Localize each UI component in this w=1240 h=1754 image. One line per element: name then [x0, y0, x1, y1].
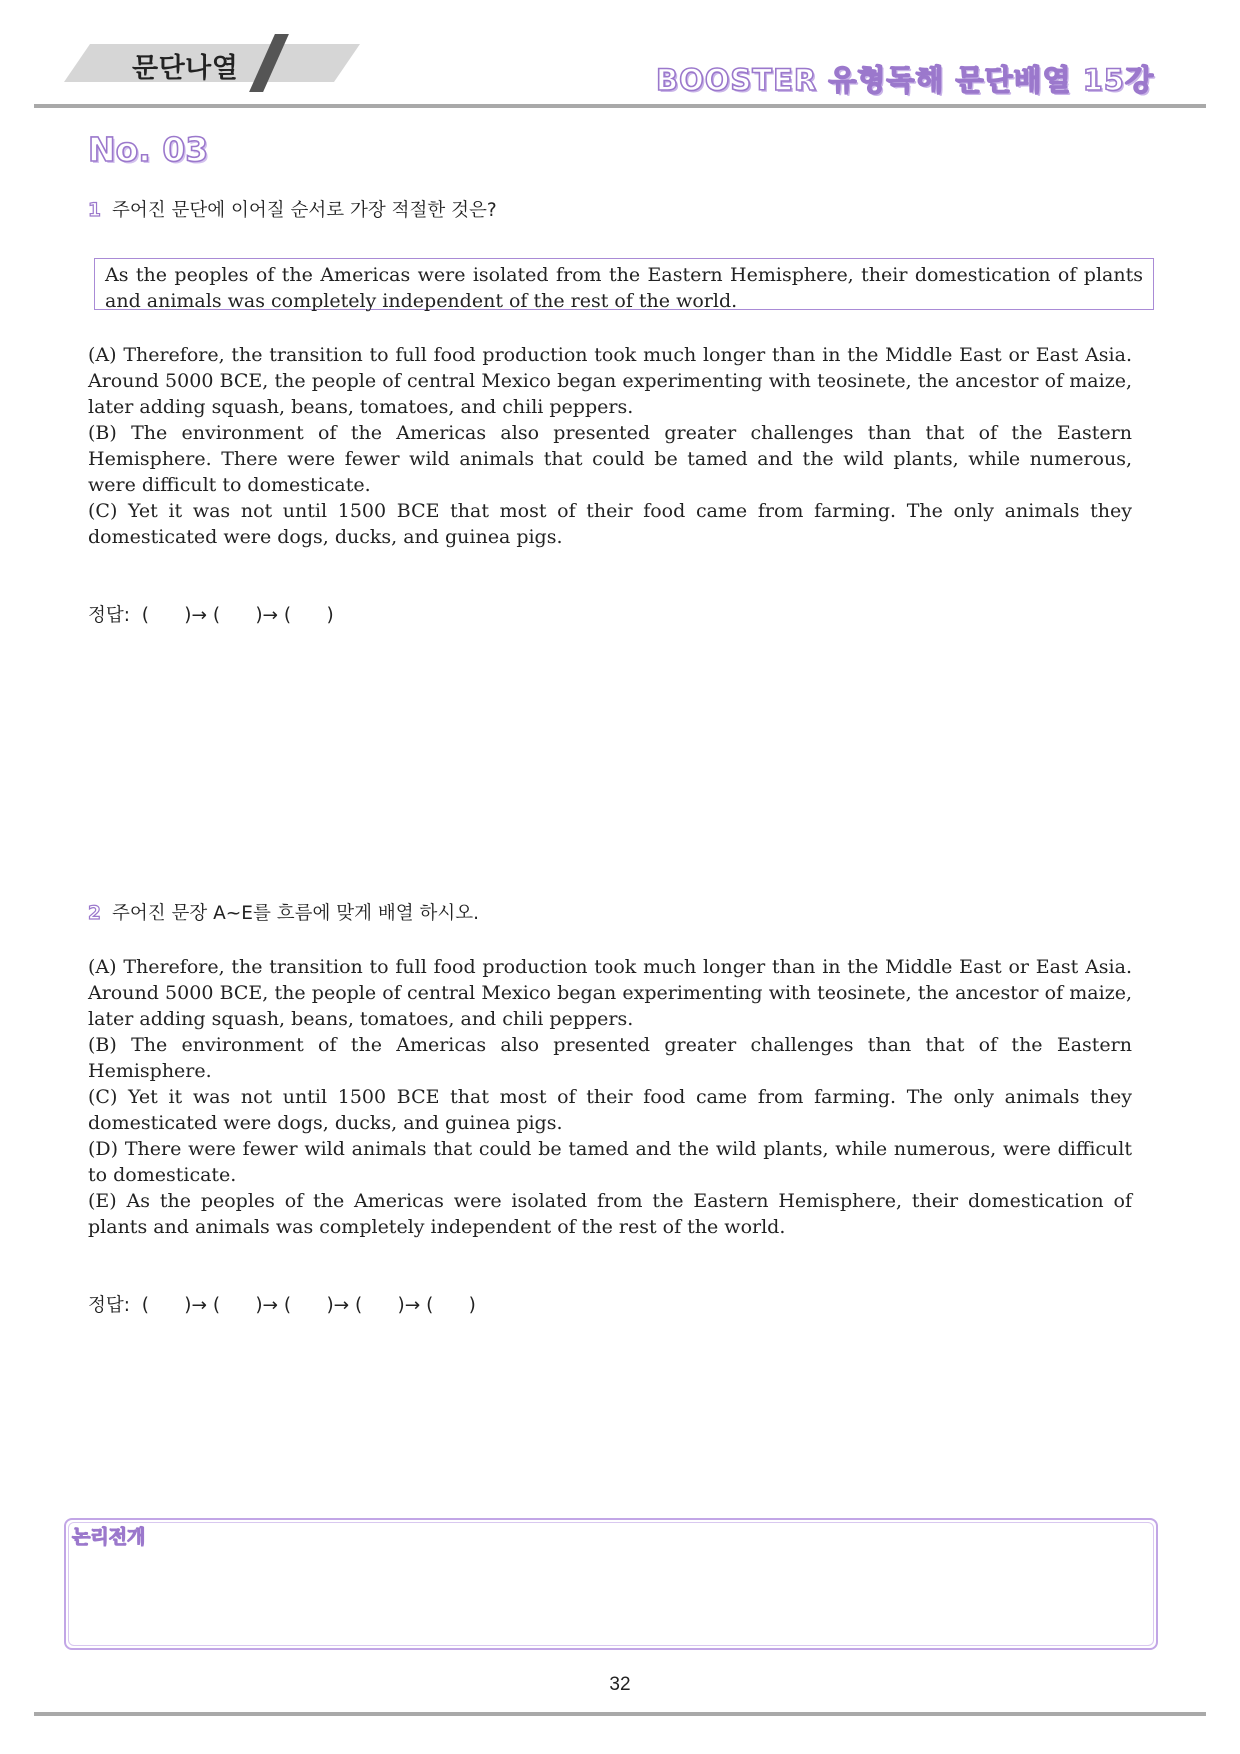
section-tab-label: 문단나열	[132, 53, 239, 84]
page-number: 32	[609, 1674, 631, 1695]
question-1-prompt: 주어진 문단에 이어질 순서로 가장 적절한 것은?	[112, 200, 497, 221]
question-1-answer-blanks[interactable]: 정답: ( )→ ( )→ ( )	[88, 605, 334, 626]
question-2-number: 2	[88, 903, 101, 924]
question-2-prompt-line	[88, 899, 479, 925]
question-2-paragraph-b: (B) The environment of the Americas also presented greater challenges than that of the Eastern Hemisphere.	[88, 1034, 1132, 1082]
question-2-paragraphs	[88, 954, 1132, 1240]
question-2-paragraph-a: (A) Therefore, the transition to full food production took much longer than in the Middle East or East Asia. Around 5000 BCE, the people of central Mexico began experimenting with teosinete, the ancestor of maize, later adding squash, beans, tomatoes, and chili peppers.	[88, 956, 1132, 1030]
question-2-paragraph-c: (C) Yet it was not until 1500 BCE that most of their food came from farming. The only animals they domesticated were dogs, ducks, and guinea pigs.	[88, 1086, 1132, 1134]
header-divider	[34, 104, 1206, 108]
question-2-paragraph-e: (E) As the peoples of the Americas were isolated from the Eastern Hemisphere, their domestication of plants and animals was completely independent of the rest of the world.	[88, 1190, 1132, 1238]
question-1-paragraph-b: (B) The environment of the Americas also presented greater challenges than that of the Eastern Hemisphere. There were fewer wild animals that could be tamed and the wild plants, while numerous, were difficult to domesticate.	[88, 422, 1132, 496]
footer-divider	[34, 1712, 1206, 1716]
given-paragraph: As the peoples of the Americas were isolated from the Eastern Hemisphere, their domestication of plants and animals was completely independent of the rest of the world.	[105, 264, 1143, 312]
question-2-paragraph-d: (D) There were fewer wild animals that could be tamed and the wild plants, while numerous, were difficult to domesticate.	[88, 1138, 1132, 1186]
given-paragraph-box	[94, 258, 1154, 310]
question-number: No. 03	[88, 130, 209, 169]
question-1-paragraph-a: (A) Therefore, the transition to full food production took much longer than in the Middle East or East Asia. Around 5000 BCE, the people of central Mexico began experimenting with teosinete, the ancestor of maize, later adding squash, beans, tomatoes, and chili peppers.	[88, 344, 1132, 418]
question-2-answer-blanks[interactable]: 정답: ( )→ ( )→ ( )→ ( )→ ( )	[88, 1295, 476, 1316]
question-2-prompt: 주어진 문장 A~E를 흐름에 맞게 배열 하시오.	[112, 903, 479, 924]
question-1-paragraphs	[88, 342, 1132, 550]
header-title: BOOSTER 유형독해 문단배열 15강	[656, 63, 1154, 97]
question-1-number: 1	[88, 200, 101, 221]
logic-flow-label: 논리전개	[72, 1526, 146, 1548]
question-1-paragraph-c: (C) Yet it was not until 1500 BCE that most of their food came from farming. The only animals they domesticated were dogs, ducks, and guinea pigs.	[88, 500, 1132, 548]
logic-flow-box-inner	[68, 1522, 1154, 1646]
question-1-prompt-line	[88, 196, 497, 222]
